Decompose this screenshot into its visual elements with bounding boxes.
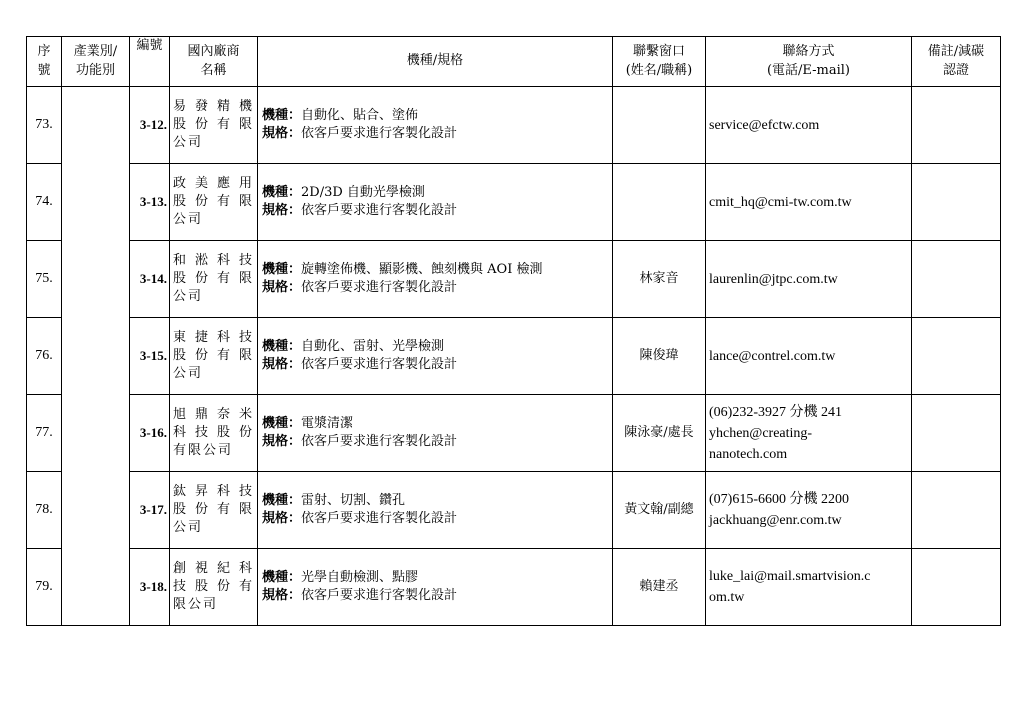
contact-method-line: nanotech.com [709, 446, 788, 462]
row-maker [170, 87, 258, 164]
header-method: 聯絡方式 (電話/E-mail) [706, 37, 912, 87]
cell-text: 限公司 [173, 597, 219, 613]
contact-method-line: yhchen@creating- [709, 425, 813, 441]
header-note: 備註/減碳 認證 [912, 37, 1001, 87]
vendor-table [26, 36, 1001, 626]
cell-text: 3-17. [139, 501, 167, 517]
contact-method-line: laurenlin@jtpc.com.tw [709, 271, 838, 287]
table-row [27, 164, 1001, 241]
cell-text: 依客戶要求進行客製化設計 [301, 280, 458, 295]
cell-text: 76. [35, 348, 53, 364]
row-contact [613, 472, 706, 549]
row-contact [613, 241, 706, 318]
row-contact [613, 164, 706, 241]
header-code: 編號 [130, 37, 170, 87]
contact-method-line: (06)232-3927 分機 241 [709, 404, 842, 420]
header-row [27, 37, 1001, 87]
row-note [912, 164, 1001, 241]
header-contact: 聯繫窗口 (姓名/職稱) [613, 37, 706, 87]
cell-text: 科 技 股 份 [173, 424, 254, 440]
cell-text: 股 份 有 限 [173, 116, 254, 132]
row-method [706, 472, 912, 549]
cell-text: 自動化、貼合、塗佈 [301, 107, 419, 123]
model-line [262, 492, 608, 510]
cell-text: 2D/3D 自動光學檢測 [301, 184, 425, 200]
row-seq [27, 472, 62, 549]
cell-text: 陳泳豪/處長 [624, 424, 694, 440]
cell-text: 林家音 [639, 270, 679, 286]
contact-method-line: om.tw [709, 590, 745, 605]
row-method [706, 164, 912, 241]
spec-line [262, 587, 608, 605]
cell-text: 股 份 有 限 [173, 501, 254, 517]
row-maker [170, 472, 258, 549]
cell-text: 股 份 有 限 [173, 193, 254, 209]
row-method [706, 87, 912, 164]
cell-text: 73. [35, 117, 53, 133]
row-note [912, 472, 1001, 549]
row-spec [258, 87, 613, 164]
model-label: 機種： [262, 415, 302, 431]
spec-label: 規格： [262, 280, 302, 295]
row-code [130, 87, 170, 164]
spec-line [262, 510, 608, 528]
spec-line [262, 356, 608, 374]
row-code [130, 241, 170, 318]
model-label: 機種： [262, 338, 302, 354]
row-note [912, 395, 1001, 472]
model-line [262, 569, 608, 587]
header-maker: 國內廠商 名稱 [170, 37, 258, 87]
row-spec [258, 318, 613, 395]
spec-label: 規格： [262, 434, 302, 449]
model-line [262, 261, 608, 279]
spec-label: 規格： [262, 126, 302, 141]
cell-text: 創 視 紀 科 [173, 560, 254, 576]
row-seq [27, 87, 62, 164]
cell-text: 股 份 有 限 [173, 270, 254, 286]
row-code [130, 164, 170, 241]
contact-method-line: service@efctw.com [709, 117, 820, 133]
contact-method-line: luke_lai@mail.smartvision.c [709, 569, 871, 584]
row-method [706, 241, 912, 318]
model-label: 機種： [262, 184, 302, 200]
cell-text: 陳俊瑋 [639, 347, 679, 363]
row-note [912, 318, 1001, 395]
cell-text: 依客戶要求進行客製化設計 [301, 511, 458, 526]
cell-text: 股 份 有 限 [173, 347, 254, 363]
contact-method-line: lance@contrel.com.tw [709, 348, 836, 364]
row-contact [613, 395, 706, 472]
row-note [912, 549, 1001, 626]
contact-method-line: jackhuang@enr.com.tw [709, 513, 842, 528]
cell-text: 自動化、雷射、光學檢測 [301, 338, 445, 354]
cell-text: 77. [35, 425, 53, 441]
table-row [27, 549, 1001, 626]
cell-text: 78. [35, 502, 53, 518]
contact-method-line: cmit_hq@cmi-tw.com.tw [709, 194, 852, 210]
header-seq: 序 號 [27, 37, 62, 87]
cell-text: 公司 [173, 212, 204, 228]
cell-text: 光學自動檢測、點膠 [301, 569, 419, 585]
cell-text: 雷射、切割、鑽孔 [301, 492, 406, 508]
cell-text: 旋轉塗佈機、顯影機、蝕刻機與 AOI 檢測 [301, 261, 543, 277]
cell-text: 公司 [173, 135, 204, 151]
cell-text: 3-13. [139, 193, 167, 209]
header-spec: 機種/規格 [258, 37, 613, 87]
cell-text: 依客戶要求進行客製化設計 [301, 126, 458, 141]
cell-text: 3-14. [139, 270, 167, 286]
row-maker [170, 318, 258, 395]
model-label: 機種： [262, 261, 302, 277]
cell-text: 鈦 昇 科 技 [173, 483, 254, 499]
row-contact [613, 87, 706, 164]
row-spec [258, 164, 613, 241]
cell-text: 依客戶要求進行客製化設計 [301, 588, 458, 603]
cell-text: 和 淞 科 技 [173, 252, 254, 268]
header-industry: 產業別/ 功能別 [62, 37, 130, 87]
model-label: 機種： [262, 492, 302, 508]
spec-label: 規格： [262, 588, 302, 603]
model-label: 機種： [262, 569, 302, 585]
row-spec [258, 395, 613, 472]
model-label: 機種： [262, 107, 302, 123]
cell-text: 賴建丞 [639, 578, 679, 594]
cell-text: 公司 [173, 520, 204, 536]
table-row [27, 472, 1001, 549]
row-code [130, 549, 170, 626]
cell-text: 電漿清潔 [301, 415, 354, 431]
model-line [262, 338, 608, 356]
table-row [27, 395, 1001, 472]
row-maker [170, 549, 258, 626]
table-row [27, 87, 1001, 164]
row-spec [258, 549, 613, 626]
cell-text: 依客戶要求進行客製化設計 [301, 357, 458, 372]
row-seq [27, 241, 62, 318]
table-row [27, 318, 1001, 395]
row-method [706, 318, 912, 395]
cell-text: 3-18. [139, 578, 167, 594]
model-line [262, 415, 608, 433]
row-method [706, 395, 912, 472]
spec-label: 規格： [262, 203, 302, 218]
spec-line [262, 202, 608, 220]
row-maker [170, 395, 258, 472]
row-note [912, 241, 1001, 318]
row-code [130, 472, 170, 549]
contact-method-line: (07)615-6600 分機 2200 [709, 492, 849, 507]
model-line [262, 184, 608, 202]
spec-line [262, 279, 608, 297]
spec-label: 規格： [262, 357, 302, 372]
cell-text: 有限公司 [173, 443, 234, 459]
cell-text: 依客戶要求進行客製化設計 [301, 434, 458, 449]
row-contact [613, 318, 706, 395]
cell-text: 79. [35, 579, 53, 595]
spec-label: 規格： [262, 511, 302, 526]
row-seq [27, 318, 62, 395]
model-line [262, 107, 608, 125]
cell-text: 黃文翰/副總 [624, 501, 694, 517]
row-maker [170, 164, 258, 241]
cell-text: 公司 [173, 366, 204, 382]
row-method [706, 549, 912, 626]
cell-text: 公司 [173, 289, 204, 305]
cell-text: 3-15. [139, 347, 167, 363]
cell-text: 依客戶要求進行客製化設計 [301, 203, 458, 218]
spec-line [262, 433, 608, 451]
row-note [912, 87, 1001, 164]
cell-text: 東 捷 科 技 [173, 329, 254, 345]
cell-text: 75. [35, 271, 53, 287]
cell-text: 技 股 份 有 [173, 578, 254, 594]
row-spec [258, 472, 613, 549]
row-code [130, 395, 170, 472]
spec-line [262, 125, 608, 143]
cell-text: 旭 鼎 奈 米 [173, 406, 254, 422]
cell-text: 3-12. [139, 116, 167, 132]
cell-text: 政 美 應 用 [173, 175, 254, 191]
row-seq [27, 164, 62, 241]
table-row [27, 241, 1001, 318]
row-seq [27, 395, 62, 472]
cell-text: 易 發 精 機 [173, 98, 254, 114]
cell-text: 74. [35, 194, 53, 210]
row-code [130, 318, 170, 395]
row-maker [170, 241, 258, 318]
row-spec [258, 241, 613, 318]
cell-text: 3-16. [139, 424, 167, 440]
row-seq [27, 549, 62, 626]
row-contact [613, 549, 706, 626]
industry-merged-cell [62, 87, 130, 626]
